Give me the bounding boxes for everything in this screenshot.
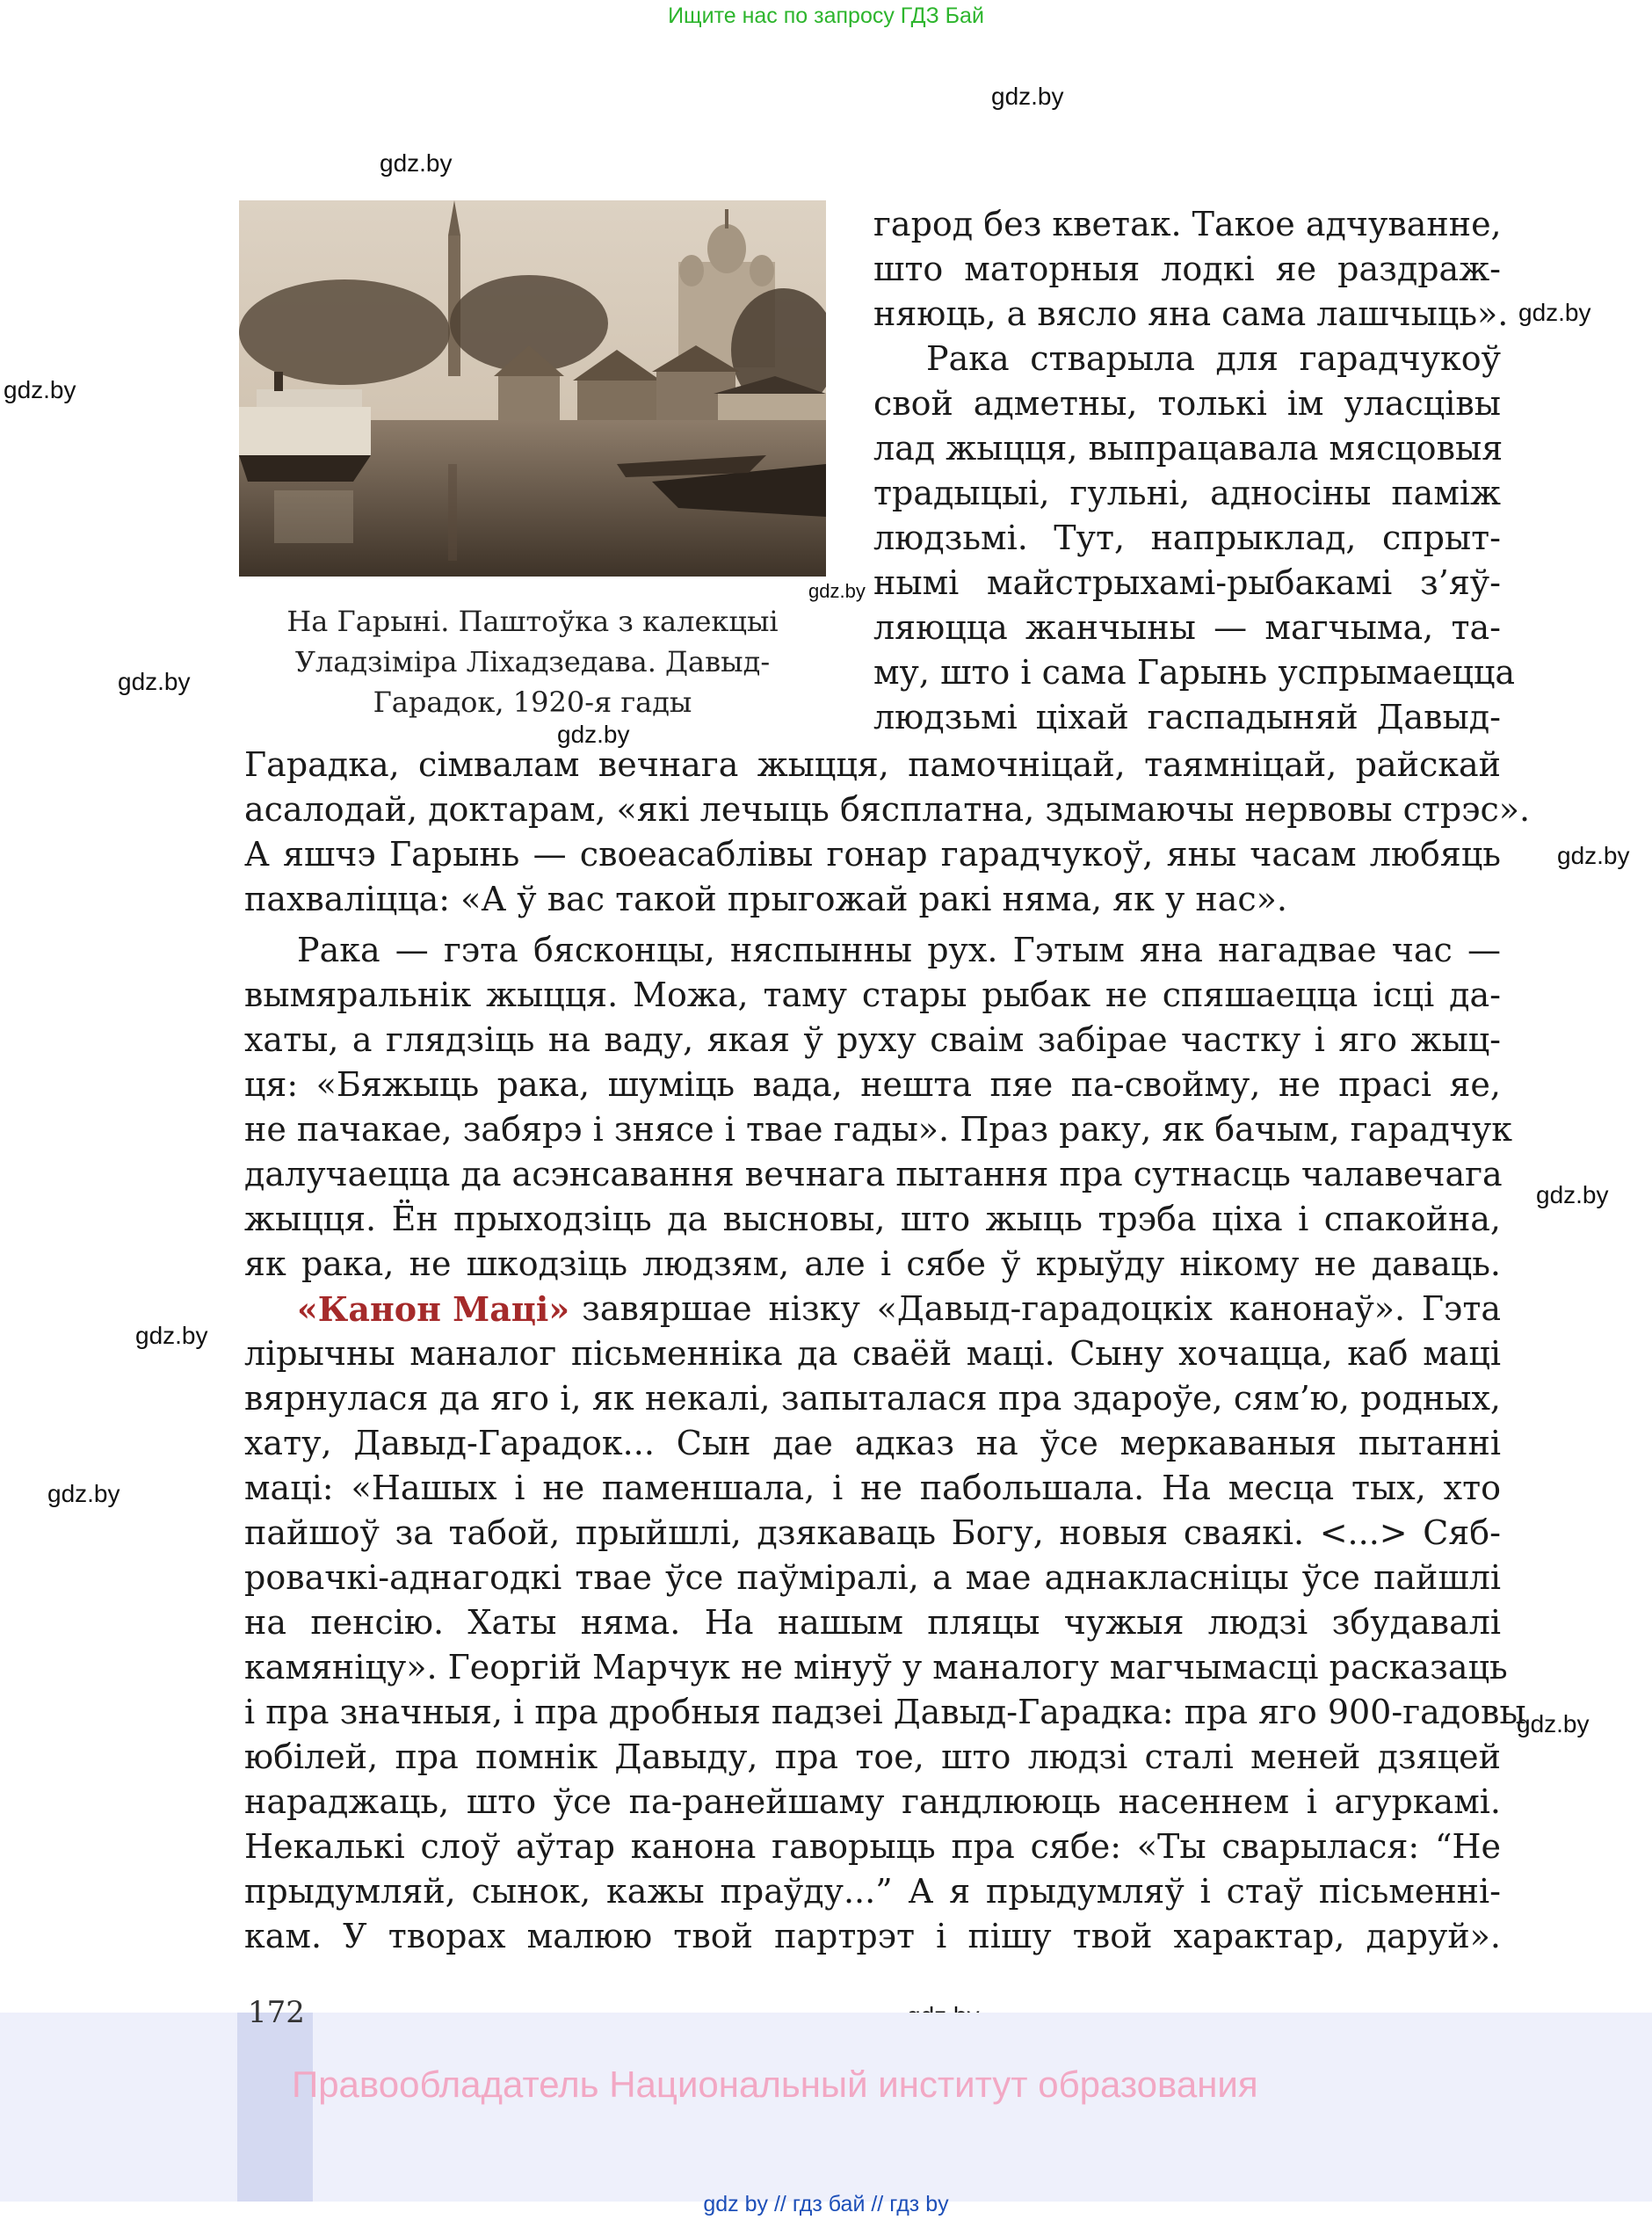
- text-line: му, што і сама Гарынь успрымаецца: [873, 653, 1516, 692]
- text-line: хаты, а глядзіць на ваду, якая ў руху сваім забірае частку і яго жыц-: [244, 1020, 1501, 1059]
- text-line: ця: «Бяжыць рака, шуміць вада, нешта пяе па-свойму, не прасі яе,: [244, 1065, 1501, 1104]
- text-line: лад жыцця, выпрацавала мясцовыя: [873, 429, 1503, 468]
- text-line: асалодай, доктарам, «які лечыць бясплатна, здымаючы нервовы стрэс».: [244, 790, 1531, 829]
- text-line: ровачкі-аднагодкі твае ўсе паўміралі, а мае аднакласніцы ўсе пайшлі: [244, 1558, 1501, 1597]
- text-line: вярнулася да яго і, як некалі, запыталася пра здароўе, сям’ю, родных,: [244, 1379, 1501, 1418]
- text-line: маці: «Нашых і не паменшала, і не пабольшала. На месца тых, хто: [244, 1469, 1501, 1507]
- text-line: юбілей, пра помнік Давыду, пра тое, што людзі сталі меней дзяцей: [244, 1737, 1501, 1776]
- text-line: кам. У творах малюю твой партрэт і пішу твой характар, даруй».: [244, 1917, 1501, 1955]
- text-line: не пачакае, забярэ і знясе і твае гады». Праз раку, як бачым, гарадчук: [244, 1110, 1512, 1149]
- text-line: гарод без кветак. Такое адчуванне,: [873, 205, 1502, 243]
- text-line: свой адметны, толькі ім уласцівы: [873, 384, 1501, 423]
- text-line: ляюцца жанчыны — магчыма, та-: [873, 608, 1501, 647]
- watermark: gdz.by: [991, 83, 1064, 110]
- footer-accent: [237, 2013, 313, 2202]
- text-line: жыцця. Ён прыходзіць да высновы, што жыць трэба ціха і спакойна,: [244, 1200, 1501, 1238]
- watermark: gdz.by: [557, 721, 630, 748]
- text-line: завяршае нізку «Давыд-гарадоцкіх канонаў». Гэта: [582, 1289, 1501, 1328]
- text-line: вымяральнік жыцця. Можа, таму стары рыбак не спяшаецца ісці да-: [244, 976, 1501, 1014]
- highlight-title: «Канон Маці»: [297, 1289, 570, 1329]
- text-line: прыдумляй, сынок, кажы праўду...” А я прыдумляў і стаў пісьменні-: [244, 1872, 1501, 1911]
- text-line: што маторныя лодкі яе раздраж-: [873, 250, 1501, 288]
- caption-line: На Гарыні. Паштоўка з калекцыі: [286, 605, 779, 638]
- text-line: нараджаць, што ўсе па-ранейшаму гандлююць насеннем і агуркамі.: [244, 1782, 1501, 1821]
- text-line: пахваліцца: «А ў вас такой прыгожай ракі няма, як у нас».: [244, 880, 1287, 918]
- top-banner[interactable]: Ищите нас по запросу ГДЗ Бай: [668, 4, 984, 28]
- caption-line: Уладзіміра Ліхадзедава. Давыд-: [294, 645, 771, 678]
- text-line: як рака, не шкодзіць людзям, але і сябе ў крыўду нікому не даваць.: [244, 1244, 1501, 1283]
- text-line: няюць, а вясло яна сама лашчыць».: [873, 294, 1509, 333]
- watermark: gdz.by: [135, 1322, 208, 1349]
- text-line: далучаецца да асэнсавання вечнага пытання пра сутнасць чалавечага: [244, 1155, 1503, 1193]
- text-line: Рака стварыла для гарадчукоў: [926, 339, 1501, 378]
- watermark: gdz.by: [1536, 1181, 1609, 1208]
- watermark: gdz.by: [380, 149, 453, 177]
- text-line: на пенсію. Хаты няма. На нашым пляцы чужыя людзі збудавалі: [244, 1603, 1501, 1642]
- watermark: gdz.by: [1557, 842, 1630, 869]
- bottom-links[interactable]: gdz by // гдз бай // гдз by: [703, 2192, 949, 2216]
- watermark: gdz.by: [808, 580, 866, 602]
- caption-line: Гарадок, 1920-я гады: [373, 686, 692, 719]
- section-title-line: [297, 1287, 1501, 1331]
- rights-holder: Правообладатель Национальный институт образования: [292, 2064, 1258, 2105]
- text-line: камяніцу». Георгій Марчук не мінуў у маналогу магчымасці расказаць: [244, 1648, 1508, 1687]
- text-line: пайшоў за табой, прыйшлі, дзякаваць Богу, новыя сваякі. <...> Сяб-: [244, 1513, 1501, 1552]
- figure-caption: [239, 601, 826, 722]
- text-line: і пра значныя, і пра дробныя падзеі Давыд-Гарадка: пра яго 900-гадовы: [244, 1693, 1526, 1731]
- river-photo-illustration: [239, 200, 826, 577]
- text-line: людзьмі. Тут, напрыклад, спрыт-: [873, 519, 1501, 557]
- text-line: нымі майстрыхамі-рыбакамі з’яў-: [873, 563, 1501, 602]
- text-line: Гарадка, сімвалам вечнага жыцця, памочніцай, таямніцай, райскай: [244, 745, 1501, 784]
- text-line: людзьмі ціхай гаспадыняй Давыд-: [873, 698, 1501, 736]
- text-line: Некалькі слоў аўтар канона гаворыць пра сябе: «Ты сварылася: “Не: [244, 1827, 1501, 1866]
- page-number: 172: [248, 1995, 305, 2030]
- watermark: gdz.by: [4, 376, 76, 403]
- watermark: gdz.by: [118, 668, 191, 695]
- watermark: gdz.by: [47, 1480, 120, 1507]
- footer-band: [0, 2013, 1652, 2202]
- watermark: gdz.by: [1517, 1710, 1590, 1737]
- river-photo: [239, 200, 826, 577]
- text-line: А яшчэ Гарынь — своеасаблівы гонар гарадчукоў, яны часам любяць: [244, 835, 1501, 874]
- text-line: традыцыі, гульні, адносіны паміж: [873, 474, 1501, 512]
- watermark: gdz.by: [1518, 299, 1591, 326]
- text-line: Рака — гэта бясконцы, няспынны рух. Гэтым яна нагадвае час —: [297, 931, 1501, 969]
- text-line: хату, Давыд-Гарадок... Сын дае адказ на ўсе меркаваныя пытанні: [244, 1424, 1501, 1462]
- text-line: лірычны маналог пісьменніка да сваёй маці. Сыну хочацца, каб маці: [244, 1334, 1501, 1373]
